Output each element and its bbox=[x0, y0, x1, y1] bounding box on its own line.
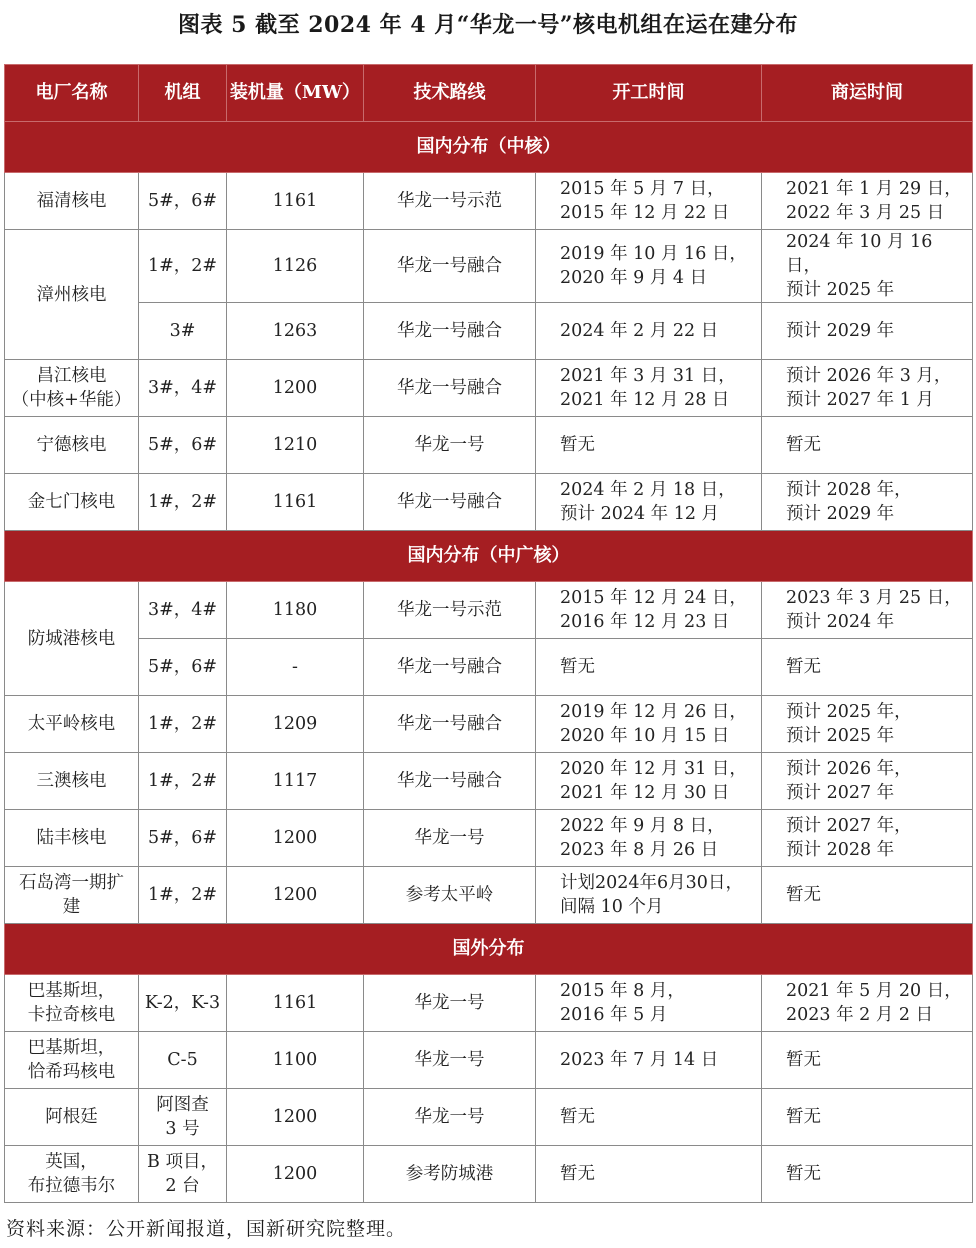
table-row bbox=[5, 474, 973, 531]
commercial-date-value: 预计 2028 年， bbox=[786, 480, 912, 500]
unit-value: 1#，2# bbox=[147, 256, 218, 276]
commercial-date-value: 暂无 bbox=[786, 435, 821, 455]
col-header-commercial: 商运时间 bbox=[762, 65, 973, 122]
commercial-date-cell bbox=[762, 417, 973, 474]
commercial-date-cell bbox=[762, 230, 973, 303]
unit-value: 3 号 bbox=[165, 1119, 200, 1139]
plant-name-cell bbox=[5, 1032, 139, 1089]
plant-name: 卡拉奇核电 bbox=[27, 1005, 116, 1025]
tech-route-cell bbox=[364, 867, 536, 924]
unit-cell bbox=[139, 867, 227, 924]
section-row bbox=[5, 122, 973, 173]
start-date-cell bbox=[536, 582, 762, 639]
tech-route-cell bbox=[364, 810, 536, 867]
plant-name: 宁德核电 bbox=[36, 435, 107, 455]
plant-name: （中核+华能） bbox=[11, 390, 132, 410]
col-header-tech: 技术路线 bbox=[364, 65, 536, 122]
capacity-value: 1161 bbox=[272, 191, 318, 211]
tech-route-value: 华龙一号示范 bbox=[397, 191, 502, 211]
commercial-date-cell bbox=[762, 1032, 973, 1089]
start-date-cell bbox=[536, 1146, 762, 1203]
capacity-value: - bbox=[292, 657, 298, 677]
figure-title: 图表 5 截至 2024 年 4 月“华龙一号”核电机组在运在建分布 bbox=[177, 12, 799, 38]
tech-route-value: 华龙一号融合 bbox=[397, 771, 502, 791]
commercial-date-cell bbox=[762, 1089, 973, 1146]
capacity-cell bbox=[227, 975, 364, 1032]
plant-name: 巴基斯坦， bbox=[27, 1038, 116, 1058]
capacity-cell bbox=[227, 810, 364, 867]
capacity-cell bbox=[227, 639, 364, 696]
start-date-value: 2022 年 9 月 8 日， bbox=[560, 816, 725, 836]
commercial-date-value: 2021 年 1 月 29 日， bbox=[786, 179, 962, 199]
commercial-date-value: 2021 年 5 月 20 日， bbox=[786, 981, 962, 1001]
section-row bbox=[5, 924, 973, 975]
plant-name: 昌江核电 bbox=[36, 366, 107, 386]
table-row bbox=[5, 1146, 973, 1203]
table-row bbox=[5, 639, 973, 696]
reactor-distribution-table bbox=[4, 64, 973, 1203]
unit-cell bbox=[139, 753, 227, 810]
tech-route-value: 华龙一号融合 bbox=[397, 657, 502, 677]
start-date-value: 2019 年 10 月 16 日， bbox=[560, 244, 747, 264]
plant-name: 阿根廷 bbox=[45, 1107, 98, 1127]
commercial-date-value: 预计 2026 年 3 月， bbox=[786, 366, 952, 386]
tech-route-cell bbox=[364, 303, 536, 360]
tech-route-value: 参考太平岭 bbox=[405, 885, 494, 905]
start-date-value: 2021 年 12 月 28 日 bbox=[560, 390, 730, 410]
unit-cell bbox=[139, 639, 227, 696]
start-date-cell bbox=[536, 360, 762, 417]
start-date-value: 2023 年 7 月 14 日 bbox=[560, 1050, 719, 1070]
tech-route-value: 华龙一号 bbox=[414, 1107, 485, 1127]
table-row bbox=[5, 173, 973, 230]
tech-route-value: 华龙一号 bbox=[414, 993, 485, 1013]
plant-name: 布拉德韦尔 bbox=[27, 1176, 116, 1196]
commercial-date-cell bbox=[762, 975, 973, 1032]
tech-route-cell bbox=[364, 417, 536, 474]
unit-value: B 项目， bbox=[147, 1152, 218, 1172]
plant-name: 恰希玛核电 bbox=[27, 1062, 116, 1082]
tech-route-value: 参考防城港 bbox=[405, 1164, 494, 1184]
commercial-date-cell bbox=[762, 810, 973, 867]
capacity-value: 1126 bbox=[272, 256, 318, 276]
plant-name: 陆丰核电 bbox=[36, 828, 107, 848]
tech-route-value: 华龙一号示范 bbox=[397, 600, 502, 620]
start-date-value: 计划2024年6月30日， bbox=[560, 873, 743, 893]
start-date-value: 间隔 10 个月 bbox=[560, 897, 664, 917]
start-date-cell bbox=[536, 1032, 762, 1089]
section-label: 国内分布（中广核） bbox=[5, 531, 973, 582]
plant-name: 福清核电 bbox=[36, 191, 107, 211]
table-row bbox=[5, 753, 973, 810]
commercial-date-value: 2022 年 3 月 25 日 bbox=[786, 203, 945, 223]
header-row bbox=[5, 65, 973, 122]
col-header-start: 开工时间 bbox=[536, 65, 762, 122]
start-date-value: 2016 年 5 月 bbox=[560, 1005, 668, 1025]
tech-route-value: 华龙一号 bbox=[414, 1050, 485, 1070]
commercial-date-cell bbox=[762, 639, 973, 696]
plant-name-cell bbox=[5, 360, 139, 417]
start-date-cell bbox=[536, 975, 762, 1032]
unit-value: 5#，6# bbox=[147, 657, 218, 677]
capacity-cell bbox=[227, 1146, 364, 1203]
commercial-date-value: 暂无 bbox=[786, 1164, 821, 1184]
tech-route-value: 华龙一号融合 bbox=[397, 321, 502, 341]
commercial-date-value: 暂无 bbox=[786, 1107, 821, 1127]
tech-route-value: 华龙一号融合 bbox=[397, 256, 502, 276]
start-date-cell bbox=[536, 696, 762, 753]
plant-name-cell bbox=[5, 696, 139, 753]
plant-name: 防城港核电 bbox=[27, 628, 116, 649]
table-row bbox=[5, 417, 973, 474]
capacity-cell bbox=[227, 230, 364, 303]
commercial-date-value: 预计 2026 年， bbox=[786, 759, 912, 779]
commercial-date-value: 暂无 bbox=[786, 657, 821, 677]
capacity-cell bbox=[227, 303, 364, 360]
plant-name-cell bbox=[5, 1089, 139, 1146]
capacity-value: 1210 bbox=[272, 435, 318, 455]
unit-value: 5#，6# bbox=[147, 828, 218, 848]
unit-value: K-2，K-3 bbox=[144, 993, 221, 1013]
plant-name: 漳州核电 bbox=[36, 284, 107, 305]
col-header-plant: 电厂名称 bbox=[5, 65, 139, 122]
capacity-value: 1200 bbox=[272, 885, 318, 905]
unit-cell bbox=[139, 417, 227, 474]
table-row bbox=[5, 867, 973, 924]
plant-name-cell bbox=[5, 1146, 139, 1203]
plant-name-cell bbox=[5, 867, 139, 924]
unit-cell bbox=[139, 975, 227, 1032]
unit-value: C-5 bbox=[167, 1050, 198, 1070]
commercial-date-cell bbox=[762, 753, 973, 810]
start-date-value: 暂无 bbox=[560, 1107, 595, 1127]
start-date-cell bbox=[536, 173, 762, 230]
table-row bbox=[5, 810, 973, 867]
unit-cell bbox=[139, 360, 227, 417]
commercial-date-value: 预计 2027 年， bbox=[786, 816, 912, 836]
plant-name-cell bbox=[5, 230, 139, 360]
section-label: 国内分布（中核） bbox=[5, 122, 973, 173]
start-date-value: 2016 年 12 月 23 日 bbox=[560, 612, 730, 632]
start-date-value: 2019 年 12 月 26 日， bbox=[560, 702, 747, 722]
tech-route-cell bbox=[364, 975, 536, 1032]
unit-cell bbox=[139, 810, 227, 867]
commercial-date-value: 2024 年 10 月 16 日， bbox=[786, 232, 933, 276]
start-date-value: 2020 年 12 月 31 日， bbox=[560, 759, 747, 779]
plant-name-cell bbox=[5, 173, 139, 230]
capacity-value: 1200 bbox=[272, 1107, 318, 1127]
unit-cell bbox=[139, 1032, 227, 1089]
table-row bbox=[5, 1032, 973, 1089]
unit-value: 阿图查 bbox=[156, 1095, 209, 1115]
start-date-value: 2021 年 12 月 30 日 bbox=[560, 783, 730, 803]
plant-name-cell bbox=[5, 753, 139, 810]
commercial-date-value: 预计 2029 年 bbox=[786, 504, 895, 524]
plant-name: 英国， bbox=[45, 1152, 98, 1172]
source-note: 资料来源：公开新闻报道，国新研究院整理。 bbox=[6, 1218, 407, 1240]
capacity-cell bbox=[227, 1032, 364, 1089]
commercial-date-value: 预计 2027 年 bbox=[786, 783, 895, 803]
plant-name-cell bbox=[5, 975, 139, 1032]
commercial-date-value: 暂无 bbox=[786, 885, 821, 905]
plant-name: 金七门核电 bbox=[27, 492, 116, 512]
start-date-value: 2024 年 2 月 22 日 bbox=[560, 321, 719, 341]
capacity-value: 1161 bbox=[272, 492, 318, 512]
capacity-cell bbox=[227, 696, 364, 753]
start-date-value: 2021 年 3 月 31 日， bbox=[560, 366, 736, 386]
section-row bbox=[5, 531, 973, 582]
tech-route-value: 华龙一号融合 bbox=[397, 492, 502, 512]
plant-name: 建 bbox=[62, 897, 81, 917]
capacity-cell bbox=[227, 360, 364, 417]
tech-route-cell bbox=[364, 582, 536, 639]
start-date-value: 2023 年 8 月 26 日 bbox=[560, 840, 719, 860]
table-row bbox=[5, 696, 973, 753]
start-date-cell bbox=[536, 230, 762, 303]
start-date-value: 2015 年 12 月 22 日 bbox=[560, 203, 730, 223]
capacity-cell bbox=[227, 1089, 364, 1146]
capacity-value: 1209 bbox=[272, 714, 318, 734]
table-body bbox=[5, 122, 973, 1203]
table-row bbox=[5, 582, 973, 639]
capacity-cell bbox=[227, 582, 364, 639]
tech-route-value: 华龙一号 bbox=[414, 828, 485, 848]
start-date-value: 暂无 bbox=[560, 657, 595, 677]
col-header-unit: 机组 bbox=[139, 65, 227, 122]
commercial-date-cell bbox=[762, 474, 973, 531]
capacity-cell bbox=[227, 753, 364, 810]
commercial-date-value: 预计 2029 年 bbox=[786, 321, 895, 341]
capacity-value: 1161 bbox=[272, 993, 318, 1013]
unit-value: 1#，2# bbox=[147, 885, 218, 905]
capacity-value: 1100 bbox=[272, 1050, 318, 1070]
commercial-date-cell bbox=[762, 1146, 973, 1203]
plant-name: 三澳核电 bbox=[36, 771, 107, 791]
start-date-cell bbox=[536, 810, 762, 867]
plant-name: 石岛湾一期扩 bbox=[19, 873, 124, 893]
commercial-date-value: 预计 2025 年 bbox=[786, 280, 895, 300]
tech-route-value: 华龙一号 bbox=[414, 435, 485, 455]
plant-name-cell bbox=[5, 474, 139, 531]
commercial-date-value: 预计 2025 年 bbox=[786, 726, 895, 746]
capacity-cell bbox=[227, 474, 364, 531]
commercial-date-cell bbox=[762, 696, 973, 753]
start-date-value: 2015 年 8 月， bbox=[560, 981, 685, 1001]
commercial-date-cell bbox=[762, 360, 973, 417]
start-date-cell bbox=[536, 303, 762, 360]
unit-cell bbox=[139, 1089, 227, 1146]
unit-value: 1#，2# bbox=[147, 492, 218, 512]
start-date-value: 暂无 bbox=[560, 1164, 595, 1184]
commercial-date-cell bbox=[762, 303, 973, 360]
unit-value: 3#，4# bbox=[147, 600, 218, 620]
plant-name-cell bbox=[5, 417, 139, 474]
start-date-value: 2015 年 12 月 24 日， bbox=[560, 588, 747, 608]
commercial-date-value: 2023 年 3 月 25 日， bbox=[786, 588, 962, 608]
start-date-value: 暂无 bbox=[560, 435, 595, 455]
start-date-cell bbox=[536, 417, 762, 474]
commercial-date-value: 暂无 bbox=[786, 1050, 821, 1070]
tech-route-cell bbox=[364, 1089, 536, 1146]
unit-value: 5#，6# bbox=[147, 191, 218, 211]
unit-value: 3#，4# bbox=[147, 378, 218, 398]
start-date-value: 预计 2024 年 12 月 bbox=[560, 504, 720, 524]
unit-cell bbox=[139, 230, 227, 303]
tech-route-cell bbox=[364, 173, 536, 230]
capacity-value: 1200 bbox=[272, 378, 318, 398]
plant-name: 巴基斯坦， bbox=[27, 981, 116, 1001]
unit-value: 1#，2# bbox=[147, 771, 218, 791]
start-date-value: 2020 年 9 月 4 日 bbox=[560, 268, 708, 288]
commercial-date-value: 2023 年 2 月 2 日 bbox=[786, 1005, 934, 1025]
plant-name: 太平岭核电 bbox=[27, 714, 116, 734]
start-date-value: 2015 年 5 月 7 日， bbox=[560, 179, 725, 199]
table-row bbox=[5, 303, 973, 360]
commercial-date-value: 预计 2027 年 1 月 bbox=[786, 390, 934, 410]
capacity-value: 1200 bbox=[272, 828, 318, 848]
section-label: 国外分布 bbox=[5, 924, 973, 975]
unit-cell bbox=[139, 582, 227, 639]
start-date-cell bbox=[536, 1089, 762, 1146]
tech-route-value: 华龙一号融合 bbox=[397, 378, 502, 398]
capacity-value: 1117 bbox=[272, 771, 318, 791]
unit-value: 1#，2# bbox=[147, 714, 218, 734]
unit-cell bbox=[139, 303, 227, 360]
capacity-value: 1200 bbox=[272, 1164, 318, 1184]
table-row bbox=[5, 360, 973, 417]
commercial-date-value: 预计 2028 年 bbox=[786, 840, 895, 860]
commercial-date-value: 预计 2024 年 bbox=[786, 612, 895, 632]
start-date-cell bbox=[536, 639, 762, 696]
commercial-date-cell bbox=[762, 582, 973, 639]
start-date-cell bbox=[536, 474, 762, 531]
tech-route-cell bbox=[364, 1146, 536, 1203]
table-row bbox=[5, 975, 973, 1032]
tech-route-cell bbox=[364, 696, 536, 753]
tech-route-cell bbox=[364, 639, 536, 696]
start-date-cell bbox=[536, 753, 762, 810]
capacity-cell bbox=[227, 417, 364, 474]
unit-cell bbox=[139, 1146, 227, 1203]
unit-value: 5#，6# bbox=[147, 435, 218, 455]
col-header-capacity: 装机量（MW） bbox=[227, 65, 364, 122]
plant-name-cell bbox=[5, 810, 139, 867]
unit-cell bbox=[139, 173, 227, 230]
start-date-value: 2020 年 10 月 15 日 bbox=[560, 726, 730, 746]
commercial-date-cell bbox=[762, 867, 973, 924]
capacity-cell bbox=[227, 867, 364, 924]
table-row bbox=[5, 230, 973, 303]
unit-value: 3# bbox=[169, 321, 196, 341]
table-row bbox=[5, 1089, 973, 1146]
tech-route-cell bbox=[364, 1032, 536, 1089]
unit-value: 2 台 bbox=[165, 1176, 200, 1196]
tech-route-cell bbox=[364, 474, 536, 531]
tech-route-cell bbox=[364, 753, 536, 810]
start-date-cell bbox=[536, 867, 762, 924]
tech-route-cell bbox=[364, 360, 536, 417]
tech-route-cell bbox=[364, 230, 536, 303]
capacity-value: 1263 bbox=[272, 321, 318, 341]
tech-route-value: 华龙一号融合 bbox=[397, 714, 502, 734]
commercial-date-value: 预计 2025 年， bbox=[786, 702, 912, 722]
unit-cell bbox=[139, 696, 227, 753]
start-date-value: 2024 年 2 月 18 日， bbox=[560, 480, 736, 500]
commercial-date-cell bbox=[762, 173, 973, 230]
capacity-cell bbox=[227, 173, 364, 230]
unit-cell bbox=[139, 474, 227, 531]
capacity-value: 1180 bbox=[272, 600, 318, 620]
plant-name-cell bbox=[5, 582, 139, 696]
